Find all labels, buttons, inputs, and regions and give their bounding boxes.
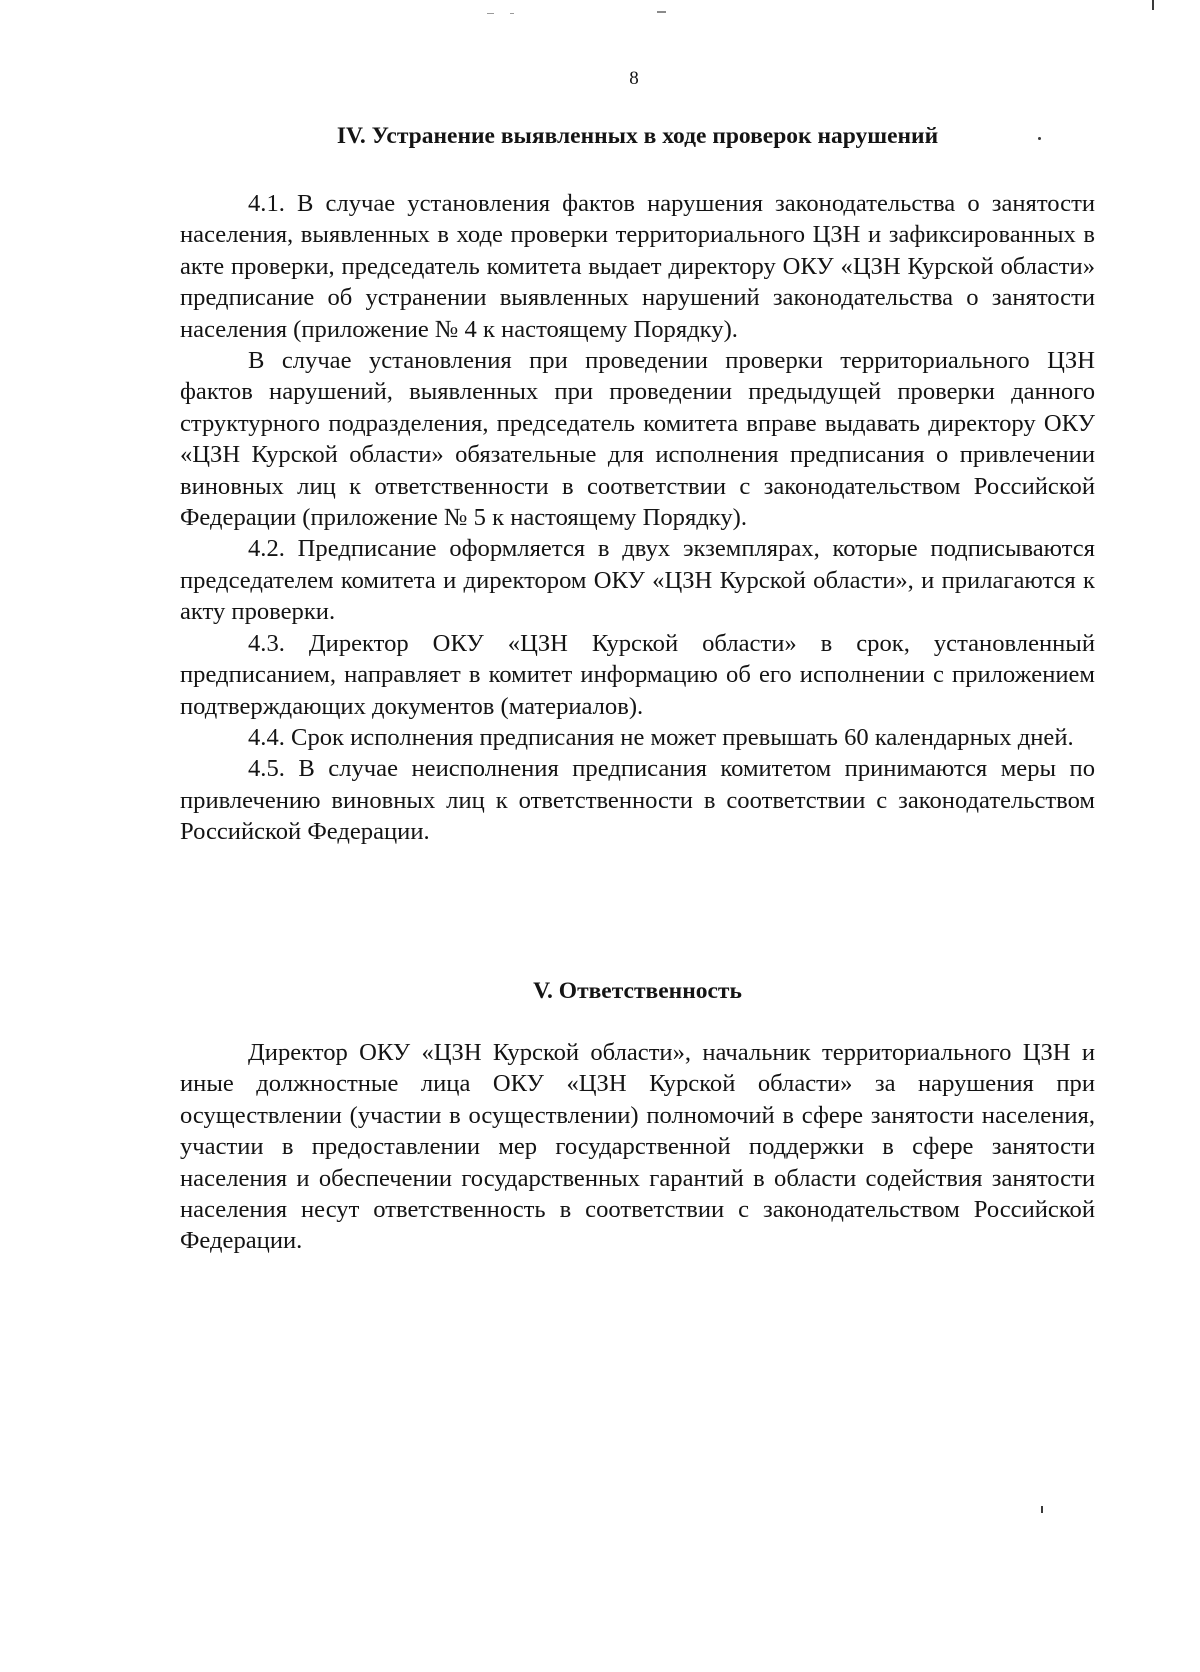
scan-artifact [1152,0,1154,10]
paragraph-4-1: 4.1. В случае установления фактов нарушения законодательства о занятости населения, выявленных в ходе проверки территориального ЦЗН и зафиксированных в акте проверки, председатель комитета выдает директору ОКУ «ЦЗН Курской области» предписание об устранении выявленных нарушений законодательства о занятости населения (приложение № 4 к настоящему Порядку). [180,190,1095,343]
scan-artifact [510,13,514,14]
paragraph-responsibility: Директор ОКУ «ЦЗН Курской области», начальник территориального ЦЗН и иные должностные лица ОКУ «ЦЗН Курской области» за нарушения при осуществлении (участии в осуществлении) полномочий в сфере занятости населения, участии в предоставлении мер государственной поддержки в сфере занятости населения и обеспечении государственных гарантий в области содействия занятости населения несут ответственность в соответствии с законодательством Российской Федерации. [180,1039,1095,1255]
paragraph-4-2: 4.2. Предписание оформляется в двух экземплярах, которые подписываются председателем комитета и директором ОКУ «ЦЗН Курской области», и прилагаются к акту проверки. [180,535,1095,626]
paragraph-4-5: 4.5. В случае неисполнения предписания комитетом принимаются меры по привлечению виновных лиц к ответственности в соответствии с законодательством Российской Федерации. [180,755,1095,846]
scan-artifact [1041,1506,1043,1513]
paragraph-4-4: 4.4. Срок исполнения предписания не может превышать 60 календарных дней. [248,723,1074,751]
section-5-heading: V. Ответственность [533,978,742,1004]
section-5-body [180,1037,1095,1257]
section-4-body [180,188,1095,848]
paragraph-4-3: 4.3. Директор ОКУ «ЦЗН Курской области» в срок, установленный предписанием, направляет в комитет информацию об его исполнении с приложением подтверждающих документов (материалов). [180,629,1095,720]
section-4-heading: IV. Устранение выявленных в ходе проверок нарушений [336,123,939,149]
page-number: 8 [629,68,639,89]
scan-artifact [657,11,666,13]
paragraph-4-1-continued: В случае установления при проведении проверки территориального ЦЗН фактов нарушений, выявленных при проведении предыдущей проверки данного структурного подразделения, председатель комитета вправе выдавать директору ОКУ «ЦЗН Курской области» обязательные для исполнения предписания о привлечении виновных лиц к ответственности в соответствии с законодательством Российской Федерации (приложение № 5 к настоящему Порядку). [180,347,1095,532]
scan-artifact [487,13,494,14]
